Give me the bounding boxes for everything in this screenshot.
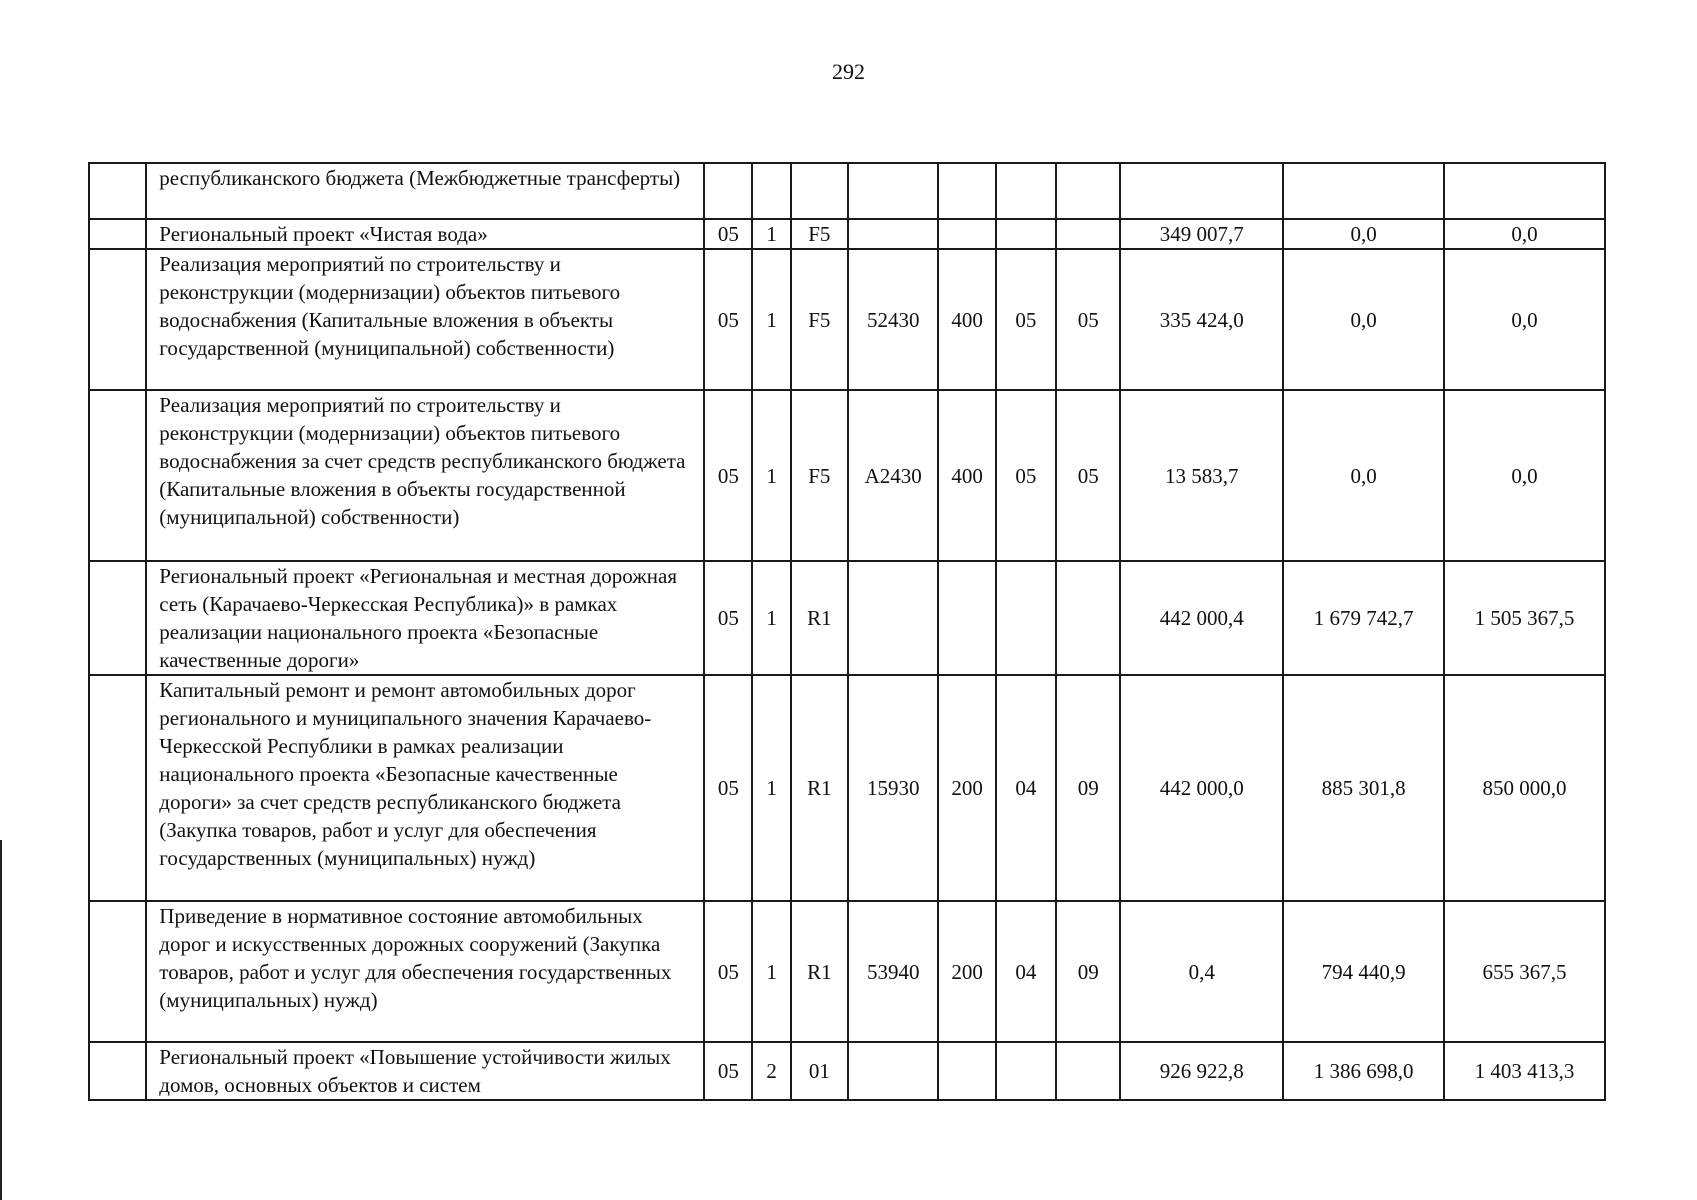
code-cell <box>938 1042 995 1100</box>
amount-cell: 0,0 <box>1283 390 1444 561</box>
code-cell <box>938 163 995 219</box>
code-cell: 05 <box>704 1042 752 1100</box>
code-cell <box>996 561 1056 675</box>
code-cell <box>996 219 1056 249</box>
amount-cell: 13 583,7 <box>1120 390 1283 561</box>
code-cell: 05 <box>704 675 752 901</box>
table-row <box>89 163 1605 219</box>
amount-cell: 1 505 367,5 <box>1444 561 1605 675</box>
amount-cell: 794 440,9 <box>1283 901 1444 1042</box>
code-cell: 52430 <box>848 249 938 390</box>
code-cell <box>1056 163 1120 219</box>
amount-cell: 1 679 742,7 <box>1283 561 1444 675</box>
code-cell <box>1056 561 1120 675</box>
description-cell: Реализация мероприятий по строительству и реконструкции (модернизации) объектов питьевого водоснабжения (Капитальные вложения в объекты государственной (муниципальной) собственности) <box>146 249 704 390</box>
code-cell: A2430 <box>848 390 938 561</box>
code-cell: 2 <box>752 1042 790 1100</box>
description-cell: Региональный проект «Повышение устойчивости жилых домов, основных объектов и систем <box>146 1042 704 1100</box>
amount-cell: 926 922,8 <box>1120 1042 1283 1100</box>
code-cell: F5 <box>791 249 848 390</box>
code-cell: 05 <box>704 561 752 675</box>
code-cell: F5 <box>791 390 848 561</box>
code-cell: 05 <box>704 219 752 249</box>
code-cell: 400 <box>938 390 995 561</box>
code-cell: 05 <box>704 390 752 561</box>
code-cell <box>848 163 938 219</box>
code-cell <box>996 1042 1056 1100</box>
code-cell <box>996 163 1056 219</box>
description-cell: Капитальный ремонт и ремонт автомобильных дорог регионального и муниципального значения Карачаево-Черкесской Республики в рамках реализации национального проекта «Безопасные качественные дороги» за счет средств республиканского бюджета (Закупка товаров, работ и услуг для обеспечения государственных (муниципальных) нужд) <box>146 675 704 901</box>
amount-cell: 349 007,7 <box>1120 219 1283 249</box>
amount-cell: 0,0 <box>1283 219 1444 249</box>
description-cell: Реализация мероприятий по строительству и реконструкции (модернизации) объектов питьевого водоснабжения за счет средств республиканского бюджета (Капитальные вложения в объекты государственной (муниципальной) собственности) <box>146 390 704 561</box>
page-number: 292 <box>832 59 865 84</box>
amount-cell: 0,0 <box>1283 249 1444 390</box>
row-number-cell <box>89 390 146 561</box>
code-cell: 1 <box>752 249 790 390</box>
table-row <box>89 1042 1605 1100</box>
code-cell: 05 <box>1056 249 1120 390</box>
amount-cell: 1 403 413,3 <box>1444 1042 1605 1100</box>
code-cell: R1 <box>791 901 848 1042</box>
table-row <box>89 901 1605 1042</box>
table-row <box>89 675 1605 901</box>
code-cell <box>791 163 848 219</box>
code-cell: 05 <box>1056 390 1120 561</box>
budget-table <box>88 162 1606 1101</box>
code-cell: 53940 <box>848 901 938 1042</box>
row-number-cell <box>89 901 146 1042</box>
code-cell: 15930 <box>848 675 938 901</box>
amount-cell: 0,0 <box>1444 390 1605 561</box>
description-cell: Региональный проект «Чистая вода» <box>146 219 704 249</box>
scan-edge-line <box>0 840 2 1200</box>
code-cell: 1 <box>752 675 790 901</box>
row-number-cell <box>89 1042 146 1100</box>
table-row <box>89 219 1605 249</box>
amount-cell: 0,4 <box>1120 901 1283 1042</box>
table-row <box>89 561 1605 675</box>
row-number-cell <box>89 249 146 390</box>
amount-cell: 0,0 <box>1444 219 1605 249</box>
row-number-cell <box>89 675 146 901</box>
code-cell: 200 <box>938 675 995 901</box>
amount-cell <box>1283 163 1444 219</box>
code-cell: 1 <box>752 901 790 1042</box>
code-cell: 04 <box>996 675 1056 901</box>
code-cell: R1 <box>791 561 848 675</box>
code-cell: 400 <box>938 249 995 390</box>
code-cell <box>1056 219 1120 249</box>
code-cell <box>848 1042 938 1100</box>
code-cell: 09 <box>1056 901 1120 1042</box>
code-cell: 05 <box>996 249 1056 390</box>
code-cell <box>848 219 938 249</box>
row-number-cell <box>89 163 146 219</box>
code-cell <box>1056 1042 1120 1100</box>
code-cell <box>938 219 995 249</box>
description-cell: Региональный проект «Региональная и местная дорожная сеть (Карачаево-Черкесская Республика)» в рамках реализации национального проекта «Безопасные качественные дороги» <box>146 561 704 675</box>
description-cell: Приведение в нормативное состояние автомобильных дорог и искусственных дорожных сооружений (Закупка товаров, работ и услуг для обеспечения государственных (муниципальных) нужд) <box>146 901 704 1042</box>
row-number-cell <box>89 219 146 249</box>
code-cell: 04 <box>996 901 1056 1042</box>
code-cell: 05 <box>996 390 1056 561</box>
code-cell: 1 <box>752 219 790 249</box>
amount-cell: 442 000,4 <box>1120 561 1283 675</box>
code-cell <box>704 163 752 219</box>
code-cell: 1 <box>752 561 790 675</box>
code-cell: R1 <box>791 675 848 901</box>
amount-cell: 850 000,0 <box>1444 675 1605 901</box>
code-cell: 200 <box>938 901 995 1042</box>
description-cell: республиканского бюджета (Межбюджетные трансферты) <box>146 163 704 219</box>
amount-cell: 885 301,8 <box>1283 675 1444 901</box>
code-cell: 1 <box>752 390 790 561</box>
code-cell: 09 <box>1056 675 1120 901</box>
code-cell <box>938 561 995 675</box>
table-row <box>89 390 1605 561</box>
code-cell: 05 <box>704 249 752 390</box>
row-number-cell <box>89 561 146 675</box>
code-cell <box>848 561 938 675</box>
amount-cell: 1 386 698,0 <box>1283 1042 1444 1100</box>
amount-cell: 0,0 <box>1444 249 1605 390</box>
amount-cell: 442 000,0 <box>1120 675 1283 901</box>
amount-cell: 335 424,0 <box>1120 249 1283 390</box>
code-cell: 01 <box>791 1042 848 1100</box>
code-cell: 05 <box>704 901 752 1042</box>
code-cell: F5 <box>791 219 848 249</box>
amount-cell <box>1120 163 1283 219</box>
table-row <box>89 249 1605 390</box>
amount-cell <box>1444 163 1605 219</box>
code-cell <box>752 163 790 219</box>
amount-cell: 655 367,5 <box>1444 901 1605 1042</box>
